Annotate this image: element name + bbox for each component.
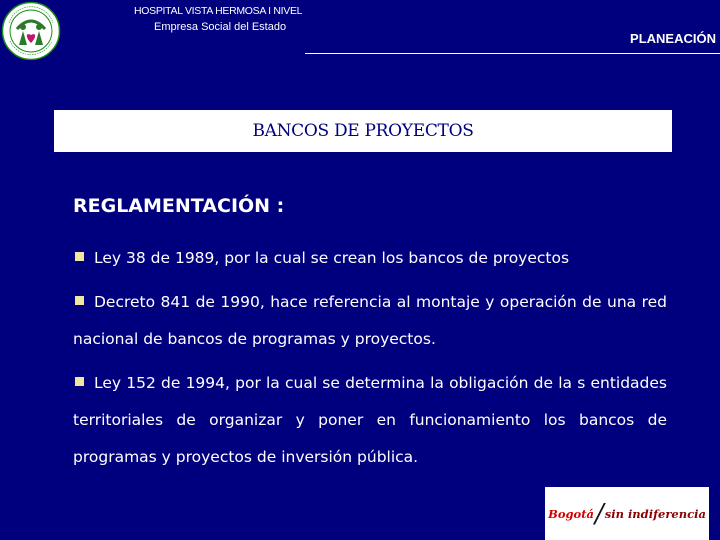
page-title: BANCOS DE PROYECTOS [252, 121, 474, 141]
header-divider [305, 53, 720, 54]
bogota-logo-right: sin indiferencia [604, 506, 706, 521]
slash-mark-icon: / [594, 498, 604, 529]
bullet-item [73, 240, 667, 277]
square-bullet-icon [75, 296, 84, 305]
section-heading: REGLAMENTACIÓN : [73, 195, 285, 217]
bogota-logo [545, 487, 709, 540]
bogota-logo-left: Bogotá [548, 506, 594, 521]
bullet-text: Ley 38 de 1989, por la cual se crean los bancos de proyectos [94, 249, 570, 267]
square-bullet-icon [75, 377, 84, 386]
department-label: PLANEACIÓN [630, 31, 716, 46]
hospital-name: HOSPITAL VISTA HERMOSA I NIVEL [134, 5, 303, 17]
hospital-logo [1, 1, 61, 61]
title-box [54, 110, 672, 152]
entity-type: Empresa Social del Estado [154, 21, 287, 33]
square-bullet-icon [75, 252, 84, 261]
bullet-item [73, 284, 667, 358]
bullet-item [73, 365, 667, 476]
bullet-text: Decreto 841 de 1990, hace referencia al montaje y operación de una red nacional de bancos de programas y proyectos. [73, 293, 667, 348]
bullet-text: Ley 152 de 1994, por la cual se determina la obligación de la s entidades territoriales de organizar y poner en funcionamiento los bancos de programas y proyectos de inversión pública. [73, 374, 667, 466]
